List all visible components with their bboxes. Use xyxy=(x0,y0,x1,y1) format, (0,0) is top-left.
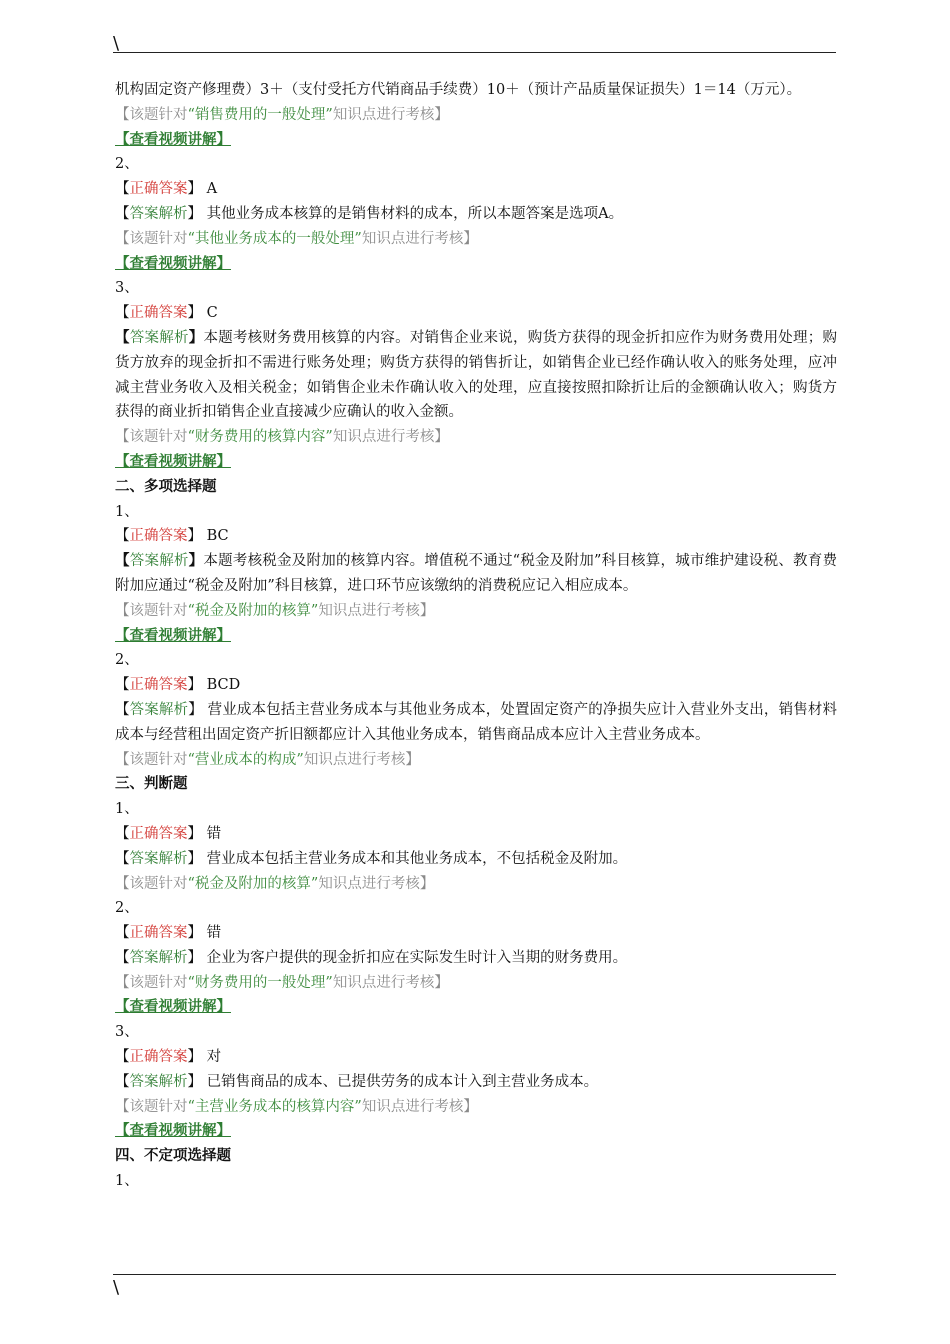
question-number: 3、 xyxy=(115,1024,139,1041)
analysis-label: 答案解析 xyxy=(129,205,188,222)
video-link[interactable]: 【查看视频讲解】 xyxy=(115,1122,231,1140)
intro-explanation: 机构固定资产修理费）3＋（支付受托方代销商品手续费）10＋（预计产品质量保证损失）1＝14（万元）。 xyxy=(115,82,802,98)
correct-answer: 【正确答案】 A xyxy=(115,181,218,198)
video-link[interactable]: 【查看视频讲解】 xyxy=(115,130,231,148)
analysis-label: 答案解析 xyxy=(129,949,188,966)
topic-note: 【该题针对“财务费用的一般处理”知识点进行考核】 xyxy=(115,974,449,991)
video-link[interactable]: 【查看视频讲解】 xyxy=(115,626,231,644)
answer-analysis: 【答案解析】 其他业务成本核算的是销售材料的成本，所以本题答案是选项A。 xyxy=(115,205,624,222)
question-number: 1、 xyxy=(115,1173,139,1190)
topic-pre: 【该题针对 xyxy=(115,106,188,123)
correct-answer: 【正确答案】 BC xyxy=(115,528,229,545)
answer-analysis: 【答案解析】 企业为客户提供的现金折扣应在实际发生时计入当期的财务费用。 xyxy=(115,949,628,966)
section-heading-multiple-choice: 二、多项选择题 xyxy=(115,477,217,495)
video-link[interactable]: 【查看视频讲解】 xyxy=(115,452,231,470)
correct-answer-label: 正确答案 xyxy=(129,305,188,322)
correct-answer-value: 错 xyxy=(202,925,222,942)
correct-answer-label: 正确答案 xyxy=(129,528,188,545)
topic-note: 【该题针对“主营业务成本的核算内容”知识点进行考核】 xyxy=(115,1098,478,1115)
video-link[interactable]: 【查看视频讲解】 xyxy=(115,998,231,1016)
topic-note: 【该题针对“营业成本的构成”知识点进行考核】 xyxy=(115,751,420,768)
footer-rule xyxy=(113,1274,836,1275)
topic-note: 【该题针对“税金及附加的核算”知识点进行考核】 xyxy=(115,875,435,892)
topic-note: 【该题针对“其他业务成本的一般处理”知识点进行考核】 xyxy=(115,230,478,247)
correct-answer-value: BC xyxy=(202,528,229,545)
answer-analysis: 【答案解析】本题考核税金及附加的核算内容。增值税不通过“税金及附加”科目核算，城市维护建设税、教育费附加应通过“税金及附加”科目核算，进口环节应该缴纳的消费税应记入相应成本。 xyxy=(115,552,838,594)
analysis-label: 答案解析 xyxy=(129,553,189,570)
answer-sheet xyxy=(115,78,837,1194)
correct-answer-label: 正确答案 xyxy=(129,677,188,694)
topic-note: 【该题针对“财务费用的核算内容”知识点进行考核】 xyxy=(115,429,449,446)
correct-answer: 【正确答案】 BCD xyxy=(115,677,241,694)
question-number: 2、 xyxy=(115,652,139,669)
analysis-label: 答案解析 xyxy=(129,1073,188,1090)
header-rule xyxy=(113,52,836,53)
analysis-label: 答案解析 xyxy=(129,329,189,346)
analysis-label: 答案解析 xyxy=(129,850,188,867)
correct-answer: 【正确答案】 错 xyxy=(115,925,222,942)
analysis-label: 答案解析 xyxy=(129,701,189,718)
topic-note xyxy=(115,103,837,128)
correct-answer-value: C xyxy=(202,305,218,322)
section-heading-indefinite-choice: 四、不定项选择题 xyxy=(115,1147,231,1165)
topic-name: “销售费用的一般处理” xyxy=(187,106,333,123)
footer-mark: \ xyxy=(113,1277,120,1298)
answer-analysis: 【答案解析】 营业成本包括主营业务成本和其他业务成本，不包括税金及附加。 xyxy=(115,850,628,867)
header-mark: \ xyxy=(113,33,120,54)
correct-answer-value: 错 xyxy=(202,825,222,842)
correct-answer-label: 正确答案 xyxy=(129,1049,188,1066)
answer-analysis: 【答案解析】 营业成本包括主营业务成本与其他业务成本，处置固定资产的净损失应计入营业外支出，销售材料成本与经营租出固定资产折旧额都应计入其他业务成本，销售商品成本应计入主营业务成本。 xyxy=(115,701,837,743)
answer-analysis: 【答案解析】 已销售商品的成本、已提供劳务的成本计入到主营业务成本。 xyxy=(115,1073,599,1090)
answer-analysis: 【答案解析】本题考核财务费用核算的内容。对销售企业来说，购货方获得的现金折扣应作为财务费用处理；购货方放弃的现金折扣不需进行账务处理；购货方获得的销售折让，如销售企业已经作确认收入的账务处理，应冲减主营业务收入及相关税金；如销售企业未作确认收入的处理，应直接按照扣除折让后的金额确认收入；购货方获得的商业折扣销售企业直接减少应确认的收入金额。 xyxy=(115,328,838,421)
correct-answer: 【正确答案】 对 xyxy=(115,1049,222,1066)
correct-answer-label: 正确答案 xyxy=(129,925,188,942)
video-link[interactable]: 【查看视频讲解】 xyxy=(115,254,231,272)
question-number: 2、 xyxy=(115,900,139,917)
correct-answer-value: 对 xyxy=(202,1049,222,1066)
correct-answer-value: A xyxy=(202,181,218,198)
correct-answer: 【正确答案】 错 xyxy=(115,825,222,842)
question-number: 2、 xyxy=(115,156,139,173)
topic-note: 【该题针对“税金及附加的核算”知识点进行考核】 xyxy=(115,602,435,619)
question-number: 1、 xyxy=(115,801,139,818)
correct-answer-label: 正确答案 xyxy=(129,181,188,198)
correct-answer-value: BCD xyxy=(202,677,241,694)
question-number: 1、 xyxy=(115,503,139,520)
correct-answer-label: 正确答案 xyxy=(129,825,188,842)
correct-answer: 【正确答案】 C xyxy=(115,305,218,322)
question-number: 3、 xyxy=(115,280,139,297)
topic-post: 知识点进行考核】 xyxy=(332,106,449,123)
section-heading-true-false: 三、判断题 xyxy=(115,775,188,793)
